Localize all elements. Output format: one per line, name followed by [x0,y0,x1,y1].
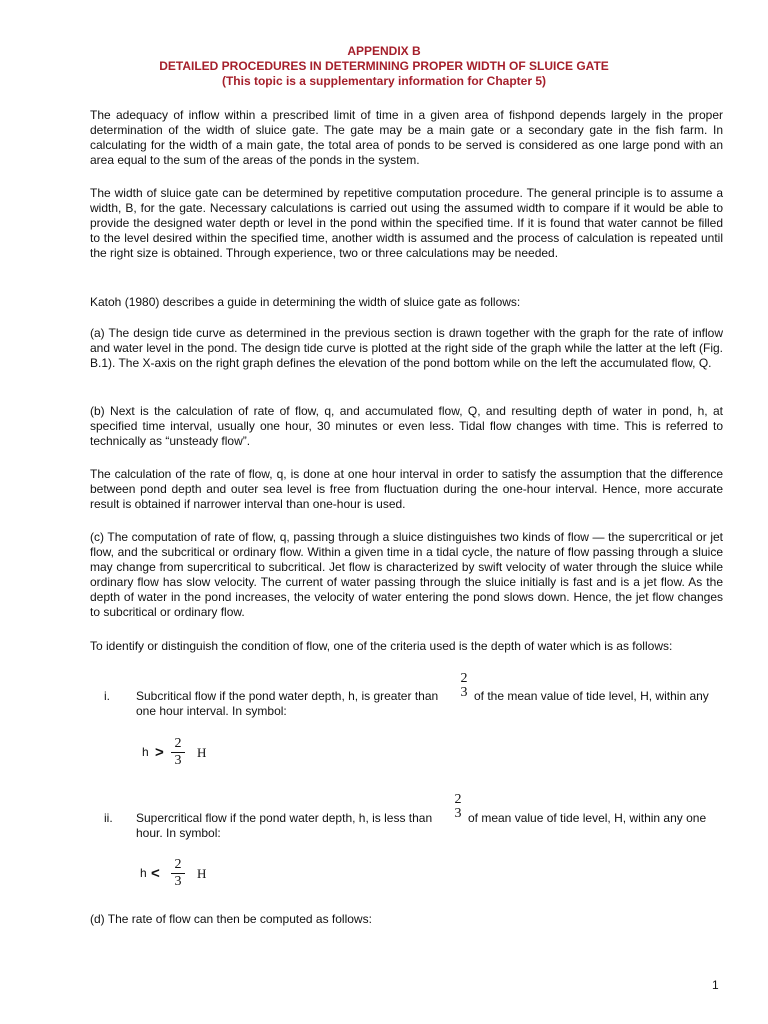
document-subtitle: (This topic is a supplementary information for Chapter 5) [221,74,547,88]
list-text-line2: hour. In symbol: [136,826,221,840]
symbol-h: h [140,866,147,880]
fraction-two-thirds: 2 3 [171,737,185,768]
list-text-before: Supercritical flow if the pond water depth, h, is less than [136,811,433,825]
list-text-after: of the mean value of tide level, H, within any [474,689,709,703]
paragraph-d: (d) The rate of flow can then be computed as follows: [90,912,372,926]
paragraph-c: (c) The computation of rate of flow, q, passing through a sluice distinguishes two kinds of flow — the supercritical or jet flow, and the subcritical or ordinary flow. Within a given time in a tidal cycle, the nature of flow passing through a sluice may change from supercritical to subcritical. Jet flow is characterized by swift velocity of water through the sluice while ordinary flow has slow velocity. The current of water passing through the sluice initially is fast and is a jet flow. As the depth of water in the pond increases, the velocity of water entering the pond slows down. Hence, the jet flow changes to subcritical or ordinary flow. [90,530,723,619]
symbol-h: h [142,745,149,759]
greater-than-symbol: > [155,744,164,761]
paragraph-rate-calculation: The calculation of the rate of flow, q, is done at one hour interval in order to satisfy the assumption that the difference between pond depth and outer sea level is free from fluctuation during the one-hour interval. Hence, more accurate result is obtained if narrower interval than one-hour is used. [90,467,723,511]
paragraph-width-procedure: The width of sluice gate can be determined by repetitive computation procedure. The general principle is to assume a width, B, for the gate. Necessary calculations is carried out using the assumed width to compare if it would be able to provide the designed water depth or level in the pond within the specified time. If it is found that water cannot be filled to the level desired within the specified time, another width is assumed and the process of calculation is repeated until the right size is obtained. Through experience, two or three calculations may be needed. [90,186,723,260]
list-text-before: Subcritical flow if the pond water depth, h, is greater than [136,689,439,703]
document-title: DETAILED PROCEDURES IN DETERMINING PROPER WIDTH OF SLUICE GATE [159,59,609,73]
appendix-title: APPENDIX B [347,44,421,58]
list-text-after: of mean value of tide level, H, within any one [468,811,707,825]
paragraph-adequacy: The adequacy of inflow within a prescribed limit of time in a given area of fishpond depends largely in the proper determination of the width of sluice gate. The gate may be a main gate or a secondary gate in the fish farm. In calculating for the width of a main gate, the total area of ponds to be served is considered as one large pond with an area equal to the sum of the areas of the ponds in the system. [90,108,723,167]
page-number: 1 [712,978,719,992]
paragraph-a: (a) The design tide curve as determined in the previous section is drawn together with the graph for the rate of inflow and water level in the pond. The design tide curve is plotted at the right side of the graph while the latter at the left (Fig. B.1). The X-axis on the right graph defines the elevation of the pond bottom while on the left the accumulated flow, Q. [90,326,723,370]
fraction-two-thirds: 2 3 [171,858,185,889]
paragraph-katoh: Katoh (1980) describes a guide in determining the width of sluice gate as follows: [90,295,521,309]
less-than-symbol: < [151,865,160,882]
symbol-H: H [197,745,207,760]
symbol-H: H [197,866,207,881]
list-text-line2: one hour interval. In symbol: [136,704,287,718]
paragraph-b: (b) Next is the calculation of rate of flow, q, and accumulated flow, Q, and resulting depth of water in pond, h, at specified time interval, usually one hour, 30 minutes or even less. Tidal flow changes with time. This is referred to technically as “unsteady flow”. [90,404,723,448]
fraction-two-thirds: 2 3 [460,671,468,700]
list-number: ii. [104,811,113,825]
paragraph-criteria: To identify or distinguish the condition of flow, one of the criteria used is the depth of water which is as follows: [90,639,673,653]
fraction-two-thirds: 2 3 [454,792,462,821]
list-number: i. [104,689,110,703]
